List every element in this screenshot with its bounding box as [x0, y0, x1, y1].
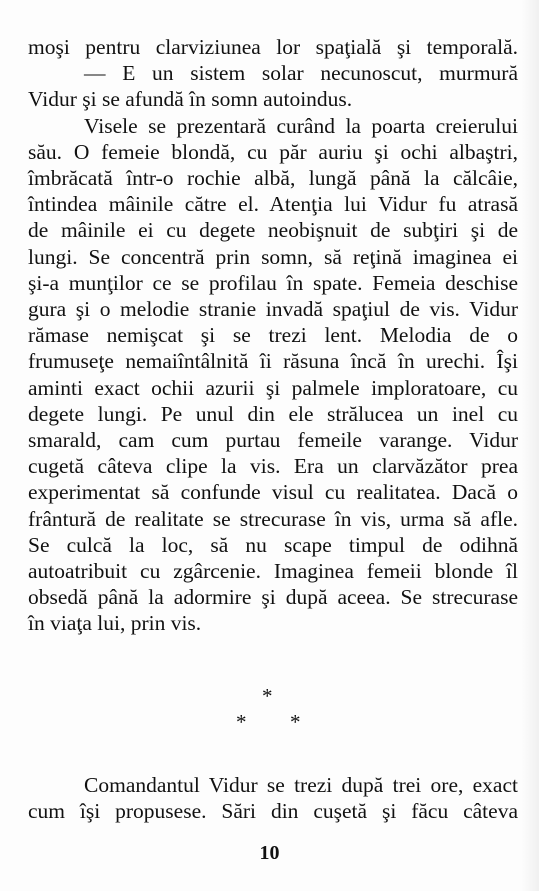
- text-line: gura şi o melodie stranie invadă spaţiul de vis. Vidur: [28, 297, 518, 322]
- text-line: cum îşi propusese. Sări din cuşetă şi făcu câteva: [28, 799, 518, 824]
- text-line: de mâinile ei cu degete neobişnuit de subţiri şi de: [28, 218, 518, 243]
- text-line: rămase nemişcat şi se trezi lent. Melodia de o: [28, 323, 518, 348]
- text-line: său. O femeie blondă, cu păr auriu şi ochi albaştri,: [28, 139, 518, 164]
- text-line: Visele se prezentară curând la poarta creierului: [84, 113, 518, 138]
- text-line: degete lungi. Pe unul din ele strălucea un inel cu: [28, 401, 518, 426]
- text-line: — E un sistem solar necunoscut, murmură: [84, 61, 518, 86]
- page-edge-shadow: [521, 0, 539, 891]
- text-line: lungi. Se concentră prin somn, să reţină imaginea ei: [28, 244, 518, 269]
- text-block-2: [28, 772, 518, 824]
- text-line: Se culcă la loc, să nu scape timpul de odihnă: [28, 532, 518, 557]
- page-number: 10: [259, 842, 280, 864]
- text-line: aminti exact ochii azurii şi palmele imploratoare, cu: [28, 375, 518, 400]
- text-line: smarald, cam cum purtau femeile varange. Vidur: [28, 428, 518, 453]
- text-line: Comandantul Vidur se trezi după trei ore, exact: [84, 773, 518, 797]
- text-line: şi-a munţilor ce se profilau în spate. Femeia deschise: [28, 270, 518, 295]
- text-line: îmbrăcată într-o rochie albă, lungă până la călcâie,: [28, 166, 518, 191]
- text-line: experimentat să confunde visul cu realitatea. Dacă o: [28, 480, 518, 505]
- text-block-1: [28, 34, 518, 637]
- section-separator-star: *: [290, 710, 301, 734]
- text-line: întindea mâinile către el. Atenţia lui Vidur fu atrasă: [28, 192, 518, 217]
- text-line: obsedă până la adormire şi după aceea. Se strecurase: [28, 585, 518, 610]
- section-separator-star: *: [262, 684, 273, 708]
- text-line: în viaţa lui, prin vis.: [28, 611, 202, 636]
- text-line: frumuseţe nemaiîntâlnită îi răsuna încă în urechi. Îşi: [28, 349, 518, 374]
- text-line: Vidur şi se afundă în somn autoindus.: [28, 87, 353, 112]
- section-separator-star: *: [236, 710, 247, 734]
- text-line: moşi pentru clarviziunea lor spaţială şi temporală.: [28, 35, 518, 59]
- text-line: autoatribuit cu zgârcenie. Imaginea femeii blonde îl: [28, 559, 518, 584]
- text-line: frântură de realitate se strecurase în vis, urma să afle.: [28, 506, 518, 531]
- text-line: cugetă câteva clipe la vis. Era un clarvăzător prea: [28, 454, 518, 479]
